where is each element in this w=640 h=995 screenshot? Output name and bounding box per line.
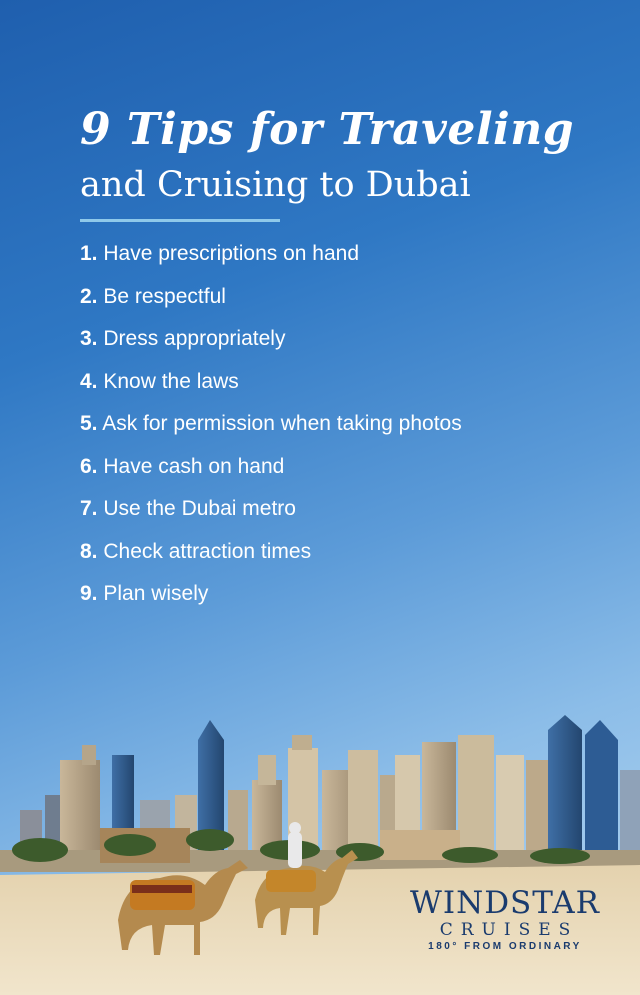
tip-number: 5. [80, 412, 98, 435]
tip-7 [80, 492, 462, 535]
tip-text: Dress appropriately [103, 327, 286, 350]
tip-text: Have prescriptions on hand [103, 242, 360, 265]
tip-1 [80, 237, 462, 280]
logo-wordmark: WINDSTAR [409, 885, 601, 921]
tips-list [80, 237, 462, 620]
tip-8 [80, 535, 462, 578]
tip-number: 9. [80, 582, 98, 605]
tip-2 [80, 280, 462, 323]
tip-number: 2. [80, 284, 98, 308]
tip-text: Know the laws [103, 369, 239, 393]
title-line-1: 9 Tips for Traveling [80, 104, 574, 155]
tip-number: 6. [80, 454, 98, 478]
logo-subtitle: CRUISES [439, 920, 579, 940]
tip-number: 8. [80, 539, 98, 563]
title-underline [80, 219, 280, 222]
tip-9 [80, 577, 462, 620]
tip-number: 7. [80, 497, 98, 520]
tip-text: Use the Dubai metro [103, 497, 296, 520]
tip-number: 3. [80, 327, 98, 350]
tip-text: Plan wisely [103, 582, 209, 605]
tip-4 [80, 365, 462, 408]
tip-number: 1. [80, 242, 98, 265]
tip-text: Check attraction times [103, 539, 312, 563]
logo-tagline: 180° FROM ORDINARY [428, 941, 582, 952]
tip-text: Have cash on hand [103, 454, 285, 478]
page-title [80, 100, 620, 210]
tip-number: 4. [80, 369, 98, 393]
tip-5 [80, 407, 462, 450]
windstar-logo [400, 886, 610, 954]
tip-text: Ask for permission when taking photos [102, 412, 462, 435]
tip-3 [80, 322, 462, 365]
tip-6 [80, 450, 462, 493]
tip-text: Be respectful [103, 284, 226, 308]
title-line-2: and Cruising to Dubai [80, 165, 471, 205]
